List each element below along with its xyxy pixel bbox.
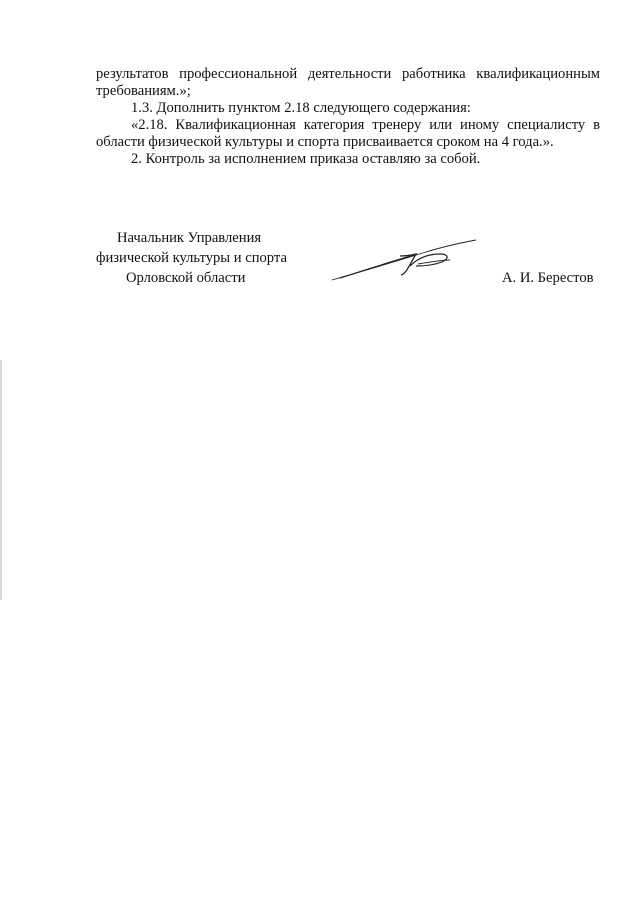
paragraph-item-2: 2. Контроль за исполнением приказа оставляю за собой. xyxy=(131,151,481,167)
paragraph-quote-line-2: области физической культуры и спорта присваивается сроком на 4 года.». xyxy=(96,134,554,150)
signatory-name: А. И. Берестов xyxy=(502,270,594,286)
scan-edge-mark xyxy=(0,360,2,600)
position-title-line-1: Начальник Управления xyxy=(117,230,262,246)
paragraph-line-2: требованиям.»; xyxy=(96,83,191,99)
paragraph-item-1-3: 1.3. Дополнить пунктом 2.18 следующего содержания: xyxy=(131,100,471,116)
position-title-line-2: физической культуры и спорта xyxy=(96,250,287,266)
document-body xyxy=(96,66,600,168)
paragraph-line-1: результатов профессиональной деятельности работника квалификационным xyxy=(96,66,600,82)
position-title-line-3: Орловской области xyxy=(126,270,246,286)
handwritten-signature xyxy=(330,234,480,284)
paragraph-quote-line-1: «2.18. Квалификационная категория тренеру или иному специалисту в xyxy=(131,117,600,133)
